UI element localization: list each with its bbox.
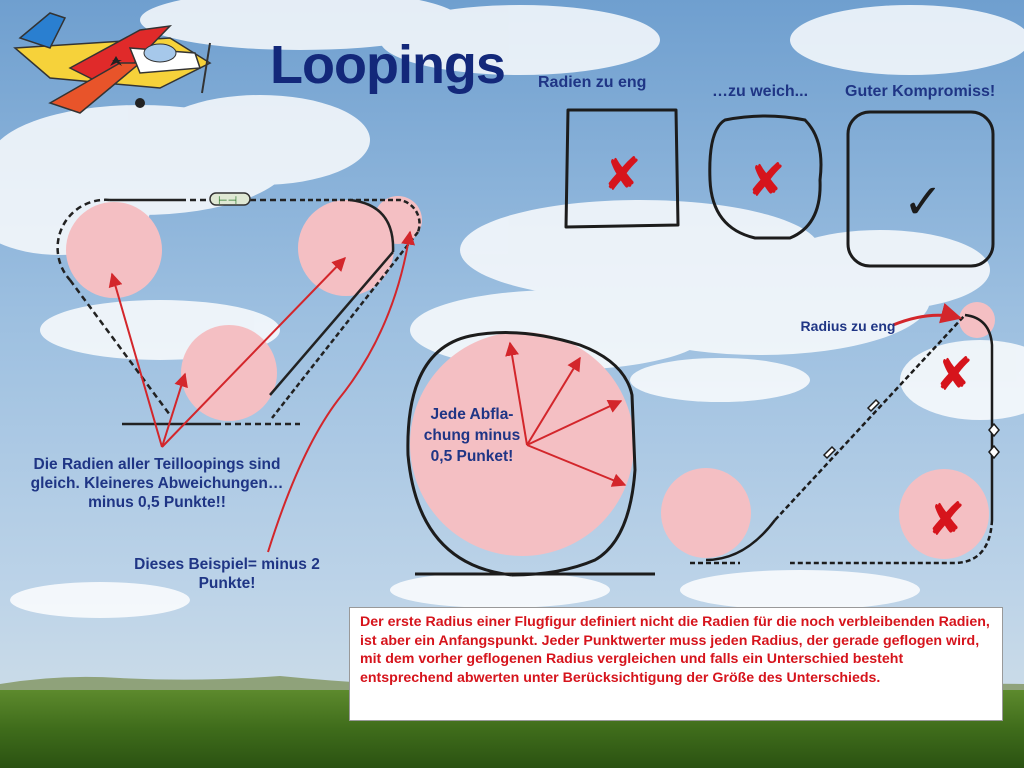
label-beispiel-minus-2: Dieses Beispiel= minus 2 Punkte! [134,556,320,592]
label-guter-kompromiss: Guter Kompromiss! [845,83,996,100]
label-teilloopings: Die Radien aller Teilloopings sind gleich. Kleineres Abweichungen… minus 0,5 Punkte!! [30,456,284,511]
check-mark-icon: ✓ [903,174,944,230]
wrong-mark-icon: ✘ [747,153,786,207]
svg-text:⊢⊣: ⊢⊣ [218,194,238,207]
wrong-mark-icon: ✘ [603,147,642,201]
explanation-note: Der erste Radius einer Flugfigur definiert nicht die Radien für die noch verbleibenden Radien, ist aber ein Anfangspunkt. Jeder Punktwerter muss jeden Radius, der gerade geflogen wird, mit dem vorher geflogenen Radius vergleichen und falls ein Unterschied besteht entsprechend abwerten unter Berücksichtigung der Größe des Unterschieds. [349,607,1003,721]
wrong-mark-icon: ✘ [927,492,966,546]
label-radien-zu-eng: Radien zu eng [538,74,647,91]
label-zu-weich: …zu weich... [712,83,809,100]
label-abflachung: Jede Abfla-chung minus 0,5 Punket! [423,406,521,465]
page-title: Loopings [270,35,505,95]
wrong-mark-icon: ✘ [935,347,974,401]
label-radius-zu-eng: Radius zu eng [800,318,896,334]
